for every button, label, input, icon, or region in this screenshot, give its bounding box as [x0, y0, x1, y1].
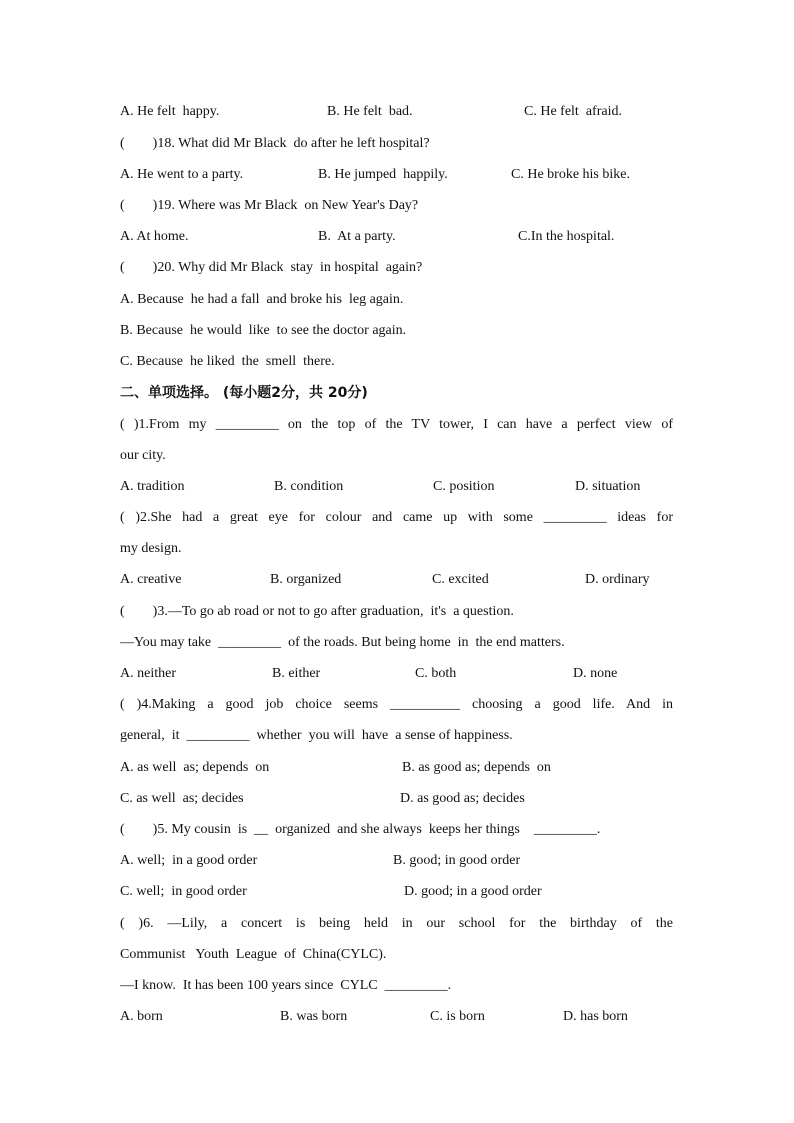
question-2: ( )2.She had a great eye for colour and came up with some _________ ideas for	[120, 510, 673, 525]
option-c: C. position	[433, 479, 495, 494]
option-a: A. At home.	[120, 229, 189, 244]
option-c: C. He broke his bike.	[511, 167, 630, 182]
question-6: ( )6. —Lily, a concert is being held in our school for the birthday of the	[120, 916, 673, 931]
option-b: B. condition	[274, 479, 344, 494]
option-b: B. organized	[270, 572, 342, 587]
option-c: C. well; in good order	[120, 884, 247, 899]
question-6-reply: —I know. It has been 100 years since CYLC _________.	[120, 978, 452, 993]
option-a: A. creative	[120, 572, 182, 587]
option-c: C. He felt afraid.	[524, 104, 622, 119]
option-a: A. He went to a party.	[120, 167, 244, 182]
option-c: C.In the hospital.	[518, 229, 615, 244]
question-3: ( )3.—To go ab road or not to go after graduation, it's a question.	[120, 604, 514, 619]
question-5: ( )5. My cousin is __ organized and she always keeps her things _________.	[120, 822, 601, 837]
option-b: B. He felt bad.	[327, 104, 413, 119]
q20-option-b: B. Because he would like to see the doctor again.	[120, 323, 407, 338]
option-a: A. well; in a good order	[120, 853, 258, 868]
question-2-cont: my design.	[120, 541, 182, 556]
option-a: A. tradition	[120, 479, 185, 494]
option-c: C. is born	[430, 1009, 485, 1024]
question-19: ( )19. Where was Mr Black on New Year's Day?	[120, 198, 419, 213]
line-q6-options	[120, 1008, 673, 1098]
option-b: B. as good as; depends on	[402, 760, 551, 775]
question-3-cont: —You may take _________ of the roads. But being home in the end matters.	[120, 635, 565, 650]
option-b: B. was born	[280, 1009, 348, 1024]
question-4: ( )4.Making a good job choice seems __________ choosing a good life. And in	[120, 697, 673, 712]
option-d: D. ordinary	[585, 572, 650, 587]
q20-option-c: C. Because he liked the smell there.	[120, 354, 335, 369]
question-4-cont: general, it _________ whether you will have a sense of happiness.	[120, 728, 513, 743]
option-d: D. good; in a good order	[404, 884, 542, 899]
option-c: C. both	[415, 666, 457, 681]
option-b: B. good; in good order	[393, 853, 521, 868]
option-c: C. as well as; decides	[120, 791, 244, 806]
option-d: D. has born	[563, 1009, 628, 1024]
option-a: A. as well as; depends on	[120, 760, 270, 775]
option-a: A. born	[120, 1009, 163, 1024]
option-a: A. He felt happy.	[120, 104, 220, 119]
option-b: B. either	[272, 666, 321, 681]
q20-option-a: A. Because he had a fall and broke his leg again.	[120, 292, 404, 307]
section-2-heading: 二、单项选择。 (每小题2分，共 20分)	[120, 385, 368, 401]
option-c: C. excited	[432, 572, 489, 587]
option-a: A. neither	[120, 666, 176, 681]
question-1-cont: our city.	[120, 448, 166, 463]
question-18: ( )18. What did Mr Black do after he left hospital?	[120, 136, 430, 151]
question-1: ( )1.From my _________ on the top of the TV tower, I can have a perfect view of	[120, 417, 673, 432]
option-d: D. none	[573, 666, 618, 681]
question-6-cont: Communist Youth League of China(CYLC).	[120, 947, 387, 962]
option-d: D. as good as; decides	[400, 791, 525, 806]
option-b: B. At a party.	[318, 229, 396, 244]
option-b: B. He jumped happily.	[318, 167, 448, 182]
option-d: D. situation	[575, 479, 641, 494]
question-20: ( )20. Why did Mr Black stay in hospital again?	[120, 260, 423, 275]
